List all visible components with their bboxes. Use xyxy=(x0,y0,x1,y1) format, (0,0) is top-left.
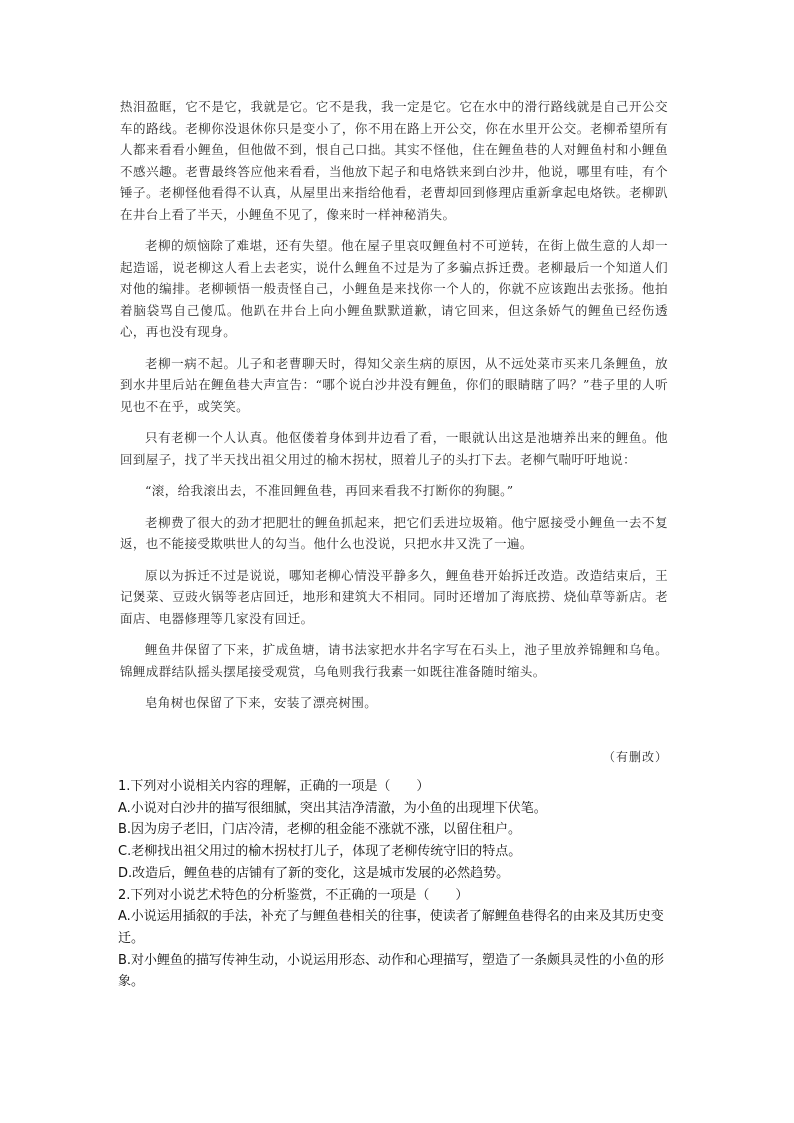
story-paragraph: 老柳的烦恼除了难堪，还有失望。他在屋子里哀叹鲤鱼村不可逆转，在街上做生意的人却一起造谣，说老柳这人看上去老实，说什么鲤鱼不过是为了多骗点拆迁费。老柳最后一个知道人们对他的编排。老柳顿悟一般责怪自己，小鲤鱼是来找你一个人的，你就不应该跑出去张扬。他拍着脑袋骂自己傻瓜。他趴在井台上向小鲤鱼默默道歉，请它回来，但这条娇气的鲤鱼已经伤透心，再也没有现身。 xyxy=(120,238,668,339)
story-paragraph: 原以为拆迁不过是说说，哪知老柳心情没平静多久，鲤鱼巷开始拆迁改造。改造结束后，王记煲菜、豆豉火锅等老店回迁，地形和建筑大不相同。同时还增加了海底捞、烧仙草等新店。老面店、电器修理等几家没有回迁。 xyxy=(120,567,668,626)
answer-option: A.小说运用插叙的手法，补充了与鲤鱼巷相关的往事，使读者了解鲤鱼巷得名的由来及其历史变迁。 xyxy=(118,909,664,946)
answer-option: A.小说对白沙井的描写很细腻，突出其洁净清澈，为小鱼的出现埋下伏笔。 xyxy=(118,800,547,816)
question-stem: 2.下列对小说艺术特色的分析鉴赏，不正确的一项是（ ） xyxy=(118,887,469,903)
source-note: （有删改） xyxy=(602,750,668,764)
story-paragraph: 老柳费了很大的劲才把肥壮的鲤鱼抓起来，把它们丢进垃圾箱。他宁愿接受小鲤鱼一去不复返，也不能接受欺哄世人的勾当。他什么也没说，只把水井又洗了一遍。 xyxy=(120,514,668,551)
answer-option: D.改造后，鲤鱼巷的店铺有了新的变化，这是城市发展的必然趋势。 xyxy=(118,865,510,881)
story-paragraph: 只有老柳一个人认真。他伛偻着身体到井边看了看，一眼就认出这是池塘养出来的鲤鱼。他回到屋子，找了半天找出祖父用过的榆木拐杖，照着儿子的头打下去。老柳气喘吁吁地说： xyxy=(120,430,668,467)
answer-option: B.因为房子老旧，门店冷清，老柳的租金能不涨就不涨，以留住租户。 xyxy=(118,822,522,838)
story-paragraph: 老柳一病不起。儿子和老曹聊天时，得知父亲生病的原因，从不远处菜市买来几条鲤鱼，放到水井里后站在鲤鱼巷大声宣告：“哪个说白沙井没有鲤鱼，你们的眼睛瞎了吗？”巷子里的人听见也不在乎，或笑笑。 xyxy=(120,355,668,414)
story-excerpt xyxy=(120,96,668,724)
question-stem: 1.下列对小说相关内容的理解，正确的一项是（ ） xyxy=(118,779,430,794)
answer-option: B.对小鲤鱼的描写传神生动，小说运用形态、动作和心理描写，塑造了一条颇具灵性的小鱼的形象。 xyxy=(118,952,665,990)
story-paragraph: 热泪盈眶，它不是它，我就是它。它不是我，我一定是它。它在水中的滑行路线就是自己开公交车的路线。老柳你没退休你只是变小了，你不用在路上开公交，你在水里开公交。老柳希望所有人都来看看小鲤鱼，但他做不到，恨自己口拙。其实不怪他，住在鲤鱼巷的人对鲤鱼村和小鲤鱼不感兴趣。老曹最终答应他来看看，当他放下起子和电烙铁来到白沙井，他说，哪里有哇，有个锤子。老柳怪他看得不认真，从屋里出来指给他看，老曹却回到修理店重新拿起电烙铁。老柳趴在井台上看了半天，小鲤鱼不见了，像来时一样神秘消失。 xyxy=(120,99,668,222)
story-quote: “滚，给我滚出去，不准回鲤鱼巷，再回来看我不打断你的狗腿。” xyxy=(145,483,514,498)
story-paragraph: 鲤鱼井保留了下来，扩成鱼塘，请书法家把水井名字写在石头上，池子里放养锦鲤和乌龟。锦鲤成群结队摇头摆尾接受观赏，乌龟则我行我素一如既往准备随时缩头。 xyxy=(120,642,668,679)
answer-option: C.老柳找出祖父用过的榆木拐杖打儿子，体现了老柳传统守旧的特点。 xyxy=(118,844,522,860)
story-paragraph: 皂角树也保留了下来，安装了漂亮树围。 xyxy=(145,695,378,710)
question-section xyxy=(118,776,674,993)
